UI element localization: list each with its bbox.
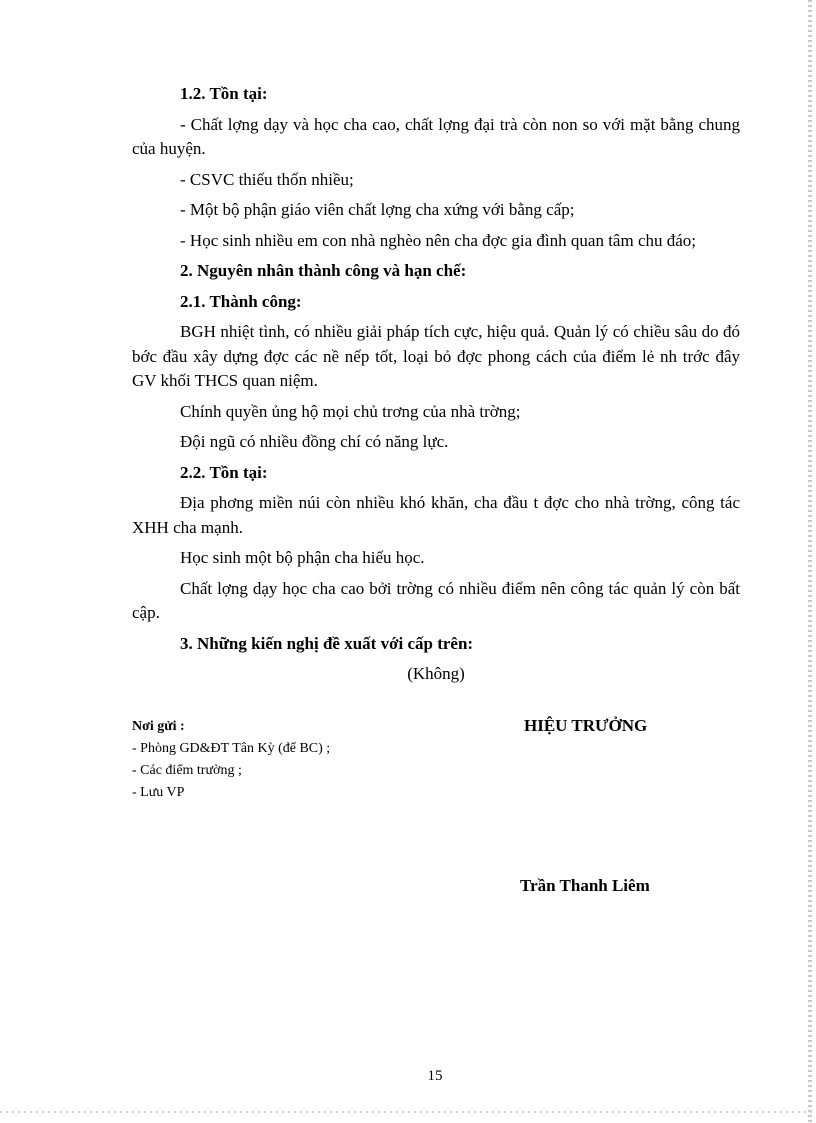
paragraph: Học sinh một bộ phận cha hiếu học.: [180, 548, 425, 567]
recipient-item: - Lưu VP: [132, 785, 185, 800]
page-border-bottom: [0, 1111, 816, 1113]
section-heading-1-2: 1.2. Tồn tại:: [180, 84, 268, 103]
paragraph: Đội ngũ có nhiều đồng chí có năng lực.: [180, 432, 449, 451]
paragraph: Địa phơng miền núi còn nhiều khó khăn, cha đầu t đợc cho nhà trờng, công tác XHH cha mạnh.: [132, 493, 740, 537]
page-border-right: [808, 0, 812, 1123]
section-heading-2-1: 2.1. Thành công:: [180, 291, 302, 311]
signature-title: HIỆU TRƯỞNG: [524, 716, 648, 735]
paragraph: Chất lợng dạy học cha cao bởi trờng có nhiều điểm nên công tác quản lý còn bất cập.: [132, 578, 740, 622]
paragraph: BGH nhiệt tình, có nhiều giải pháp tích cực, hiệu quả. Quản lý có chiều sâu do đó bớc đầu xây dựng đợc các nề nếp tốt, loại bỏ đợc phong cách của điểm lẻ nh trớc đây GV khối THCS quan niệm.: [132, 322, 740, 390]
recipient-item: - Các điểm trường ;: [132, 763, 242, 778]
section-heading-2: 2. Nguyên nhân thành công và hạn chế:: [180, 261, 467, 280]
section-heading-3: 3. Những kiến nghị đề xuất với cấp trên:: [180, 633, 474, 653]
recipients-block: [132, 716, 330, 804]
paragraph: - Chất lợng dạy và học cha cao, chất lợng đại trà còn non so với mặt bằng chung của huyện.: [132, 114, 740, 158]
paragraph: - Một bộ phận giáo viên chất lợng cha xứng với bằng cấp;: [180, 200, 575, 219]
section-heading-2-2: 2.2. Tồn tại:: [180, 462, 268, 482]
paragraph: Chính quyền ủng hộ mọi chủ trơng của nhà trờng;: [180, 401, 521, 421]
paragraph: - Học sinh nhiều em con nhà nghèo nên cha đợc gia đình quan tâm chu đáo;: [180, 230, 697, 250]
recipient-item: - Phòng GD&ĐT Tân Kỳ (để BC) ;: [132, 741, 331, 756]
paragraph: - CSVC thiếu thốn nhiều;: [180, 169, 354, 189]
signature-name: Trần Thanh Liêm: [520, 876, 650, 895]
page-number: 15: [427, 1068, 443, 1084]
section-3-body: (Không): [407, 664, 465, 683]
document-body: [132, 82, 740, 687]
recipients-title: Nơi gửi :: [132, 719, 185, 734]
